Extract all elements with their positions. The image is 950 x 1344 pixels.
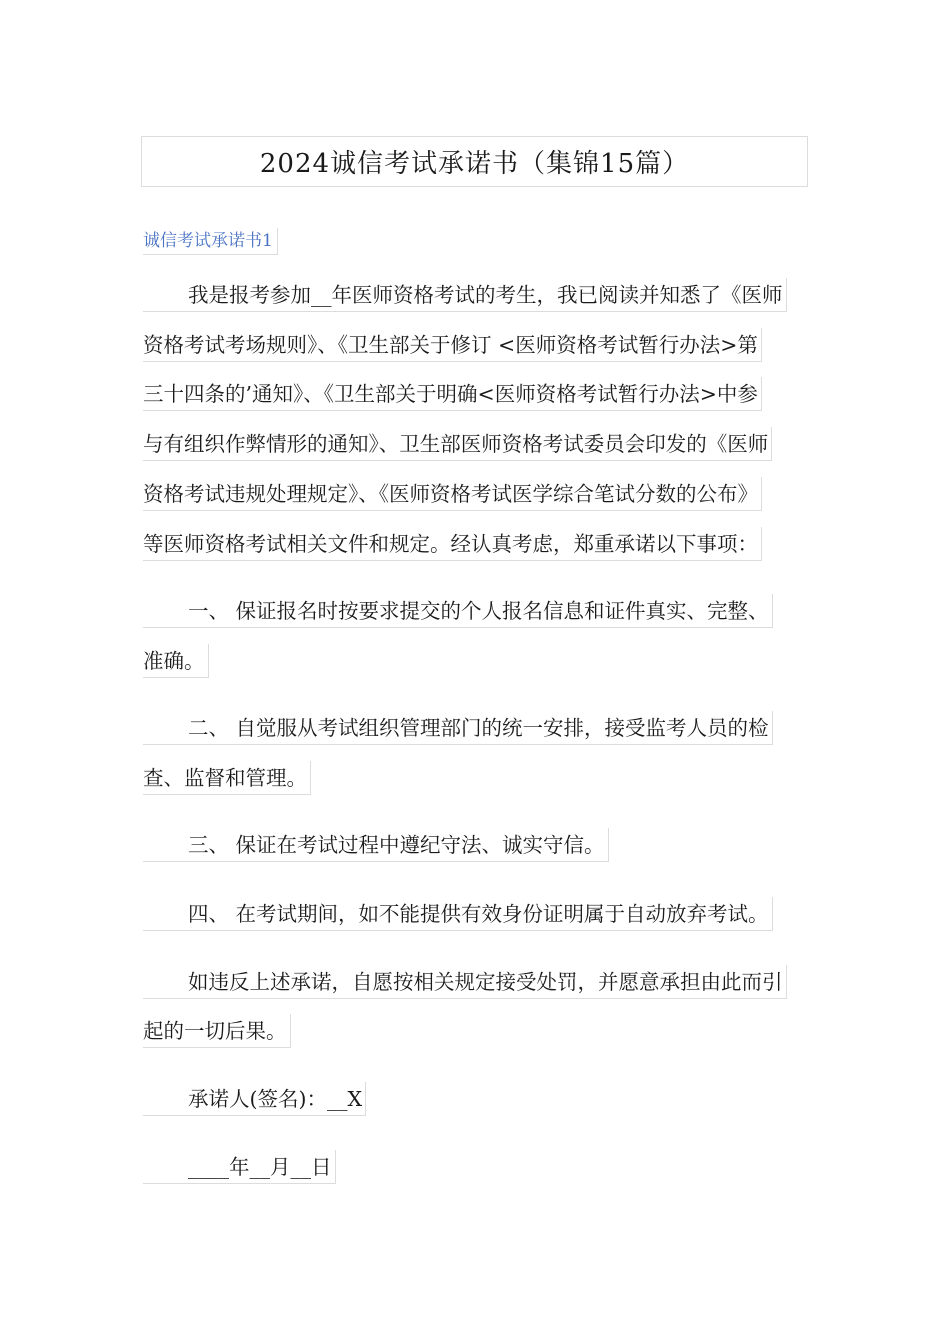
intro-line: 等医师资格考试相关文件和规定。经认真考虑，郑重承诺以下事项：	[143, 527, 762, 561]
intro-line: 三十四条的’通知》、《卫生部关于明确<医师资格考试暂行办法>中参	[143, 377, 762, 411]
signature-line: 承诺人(签名)：__X	[143, 1082, 366, 1116]
intro-line: 资格考试违规处理规定》、《医师资格考试医学综合笔试分数的公布》	[143, 477, 762, 511]
item-1-line: 一、 保证报名时按要求提交的个人报名信息和证件真实、完整、	[143, 594, 773, 628]
date-line: ____年__月__日	[143, 1150, 336, 1184]
document-title: 2024诚信考试承诺书（集锦15篇）	[141, 136, 808, 187]
item-1-line: 准确。	[143, 644, 209, 678]
intro-line: 资格考试考场规则》、《卫生部关于修订 <医师资格考试暂行办法>第	[143, 328, 762, 362]
closing-line: 如违反上述承诺，自愿按相关规定接受处罚，并愿意承担由此而引	[143, 965, 787, 999]
section-heading: 诚信考试承诺书1	[143, 228, 278, 255]
intro-line: 我是报考参加__年医师资格考试的考生，我已阅读并知悉了《医师	[143, 278, 787, 312]
item-4: 四、 在考试期间，如不能提供有效身份证明属于自动放弃考试。	[143, 897, 773, 931]
item-2-line: 查、监督和管理。	[143, 761, 311, 795]
item-2-line: 二、 自觉服从考试组织管理部门的统一安排，接受监考人员的检	[143, 711, 773, 745]
closing-line: 起的一切后果。	[143, 1014, 291, 1048]
item-3: 三、 保证在考试过程中遵纪守法、诚实守信。	[143, 828, 609, 862]
intro-line: 与有组织作弊情形的通知》、卫生部医师资格考试委员会印发的《医师	[143, 427, 772, 461]
